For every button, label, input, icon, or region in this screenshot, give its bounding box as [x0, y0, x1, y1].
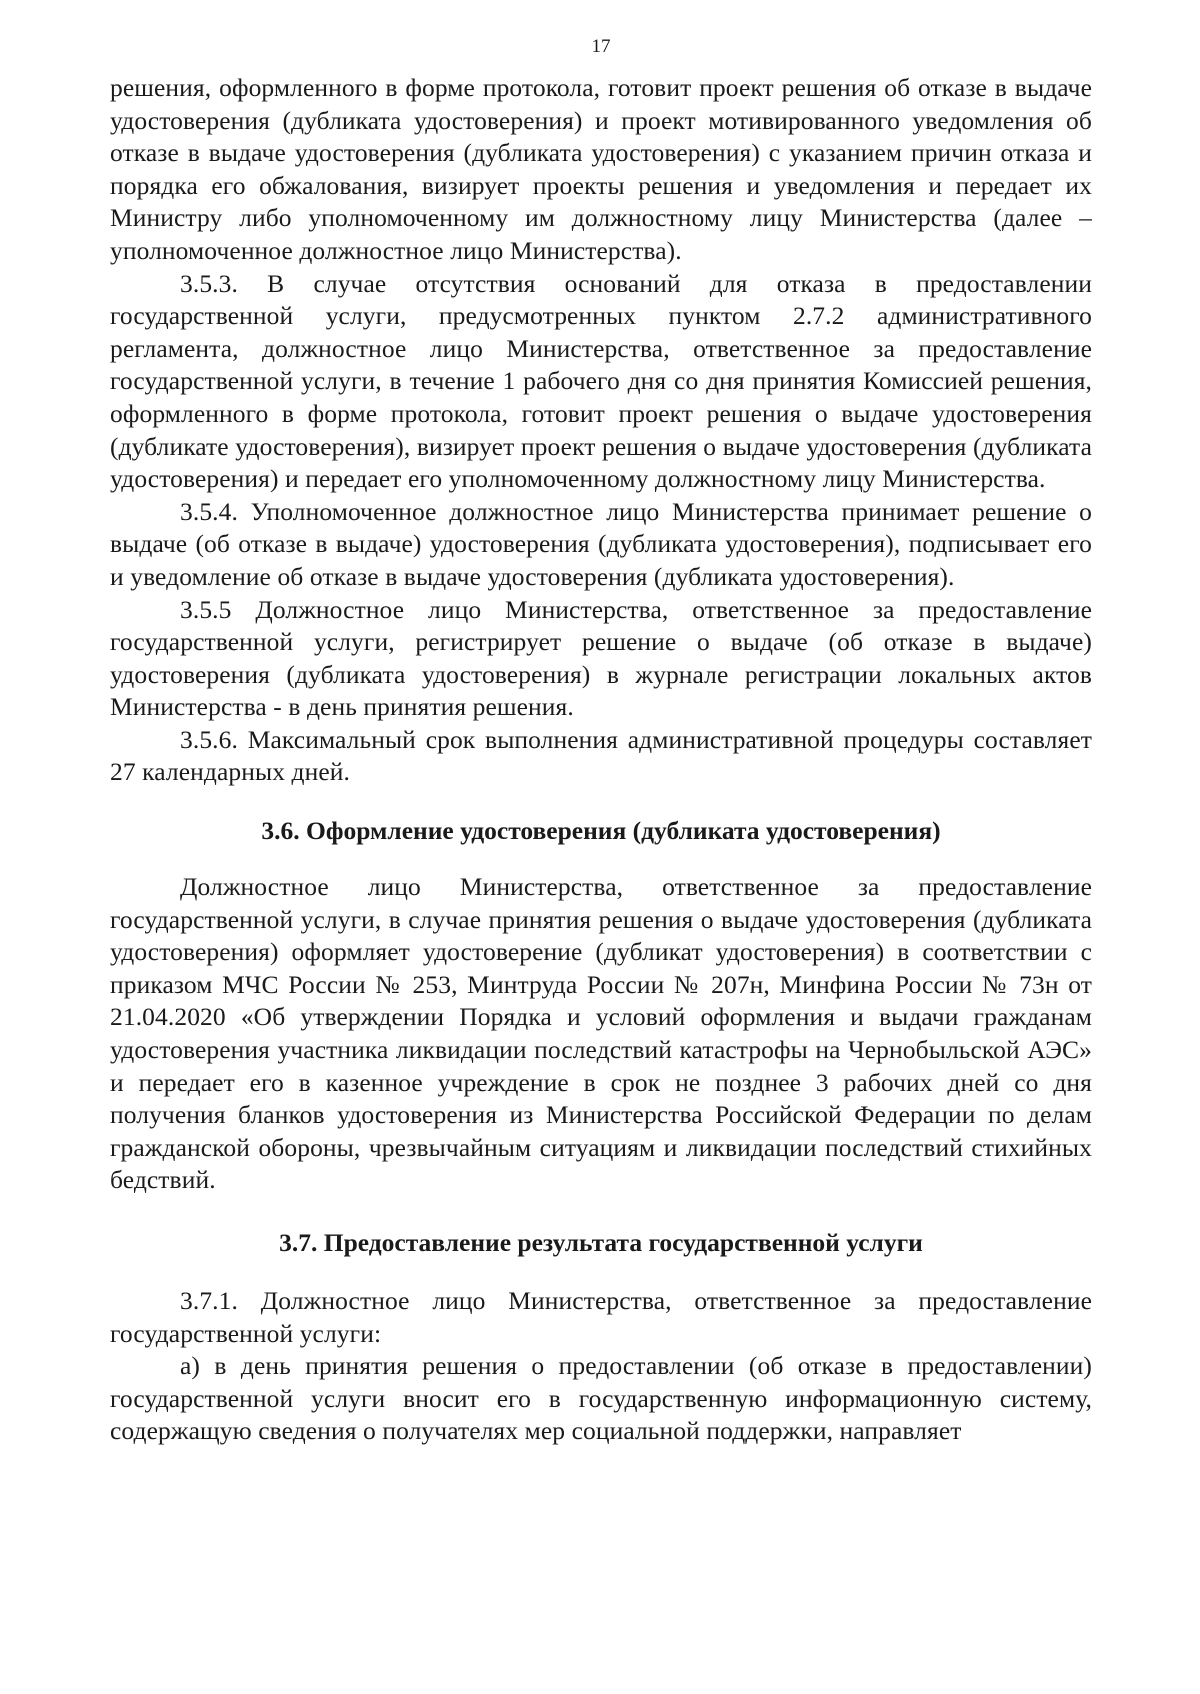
page-number: 17	[591, 36, 611, 57]
paragraph-3-5-5: 3.5.5 Должностное лицо Министерства, ответственное за предоставление государственной услуги, регистрирует решение о выдаче (об отказе в выдаче) удостоверения (дубликата удостоверения) в журнале регистрации локальных актов Министерства - в день принятия решения.	[110, 594, 1092, 722]
paragraph-3-5-4: 3.5.4. Уполномоченное должностное лицо Министерства принимает решение о выдаче (об отказе в выдаче) удостоверения (дубликата удостоверения), подписывает его и уведомление об отказе в выдаче удостоверения (дубликата удостоверения).	[110, 496, 1092, 591]
section-heading-3-6: 3.6. Оформление удостоверения (дубликата удостоверения)	[261, 816, 941, 846]
paragraph-3-5-6: 3.5.6. Максимальный срок выполнения административной процедуры составляет 27 календарных дней.	[110, 724, 1092, 787]
paragraph-continuation: решения, оформленного в форме протокола, готовит проект решения об отказе в выдаче удостоверения (дубликата удостоверения) и проект мотивированного уведомления об отказе в выдаче удостоверения (дубликата удостоверения) с указанием причин отказа и порядка его обжалования, визирует проекты решения и уведомления и передает их Министру либо уполномоченному им должностному лицу Министерства (далее – уполномоченное должностное лицо Министерства).	[110, 73, 1092, 265]
paragraph-3-7-1: 3.7.1. Должностное лицо Министерства, ответственное за предоставление государственной услуги:	[110, 1286, 1092, 1348]
paragraph-3-7-1-a: а) в день принятия решения о предоставлении (об отказе в предоставлении) государственной услуги вносит его в государственную информационную систему, содержащую сведения о получателях мер социальной поддержки, направляет	[110, 1351, 1092, 1446]
paragraph-3-6: Должностное лицо Министерства, ответственное за предоставление государственной услуги, в случае принятия решения о выдаче удостоверения (дубликата удостоверения) оформляет удостоверение (дубликат удостоверения) в соответствии с приказом МЧС России № 253, Минтруда России № 207н, Минфина России № 73н от 21.04.2020 «Об утверждении Порядка и условий оформления и выдачи гражданам удостоверения участника ликвидации последствий катастрофы на Чернобыльской АЭС» и передает его в казенное учреждение в срок не позднее 3 рабочих дней со дня получения бланков удостоверения из Министерства Российской Федерации по делам гражданской обороны, чрезвычайным ситуациям и ликвидации последствий стихийных бедствий.	[110, 872, 1092, 1195]
paragraph-3-5-3: 3.5.3. В случае отсутствия оснований для отказа в предоставлении государственной услуги, предусмотренных пунктом 2.7.2 административного регламента, должностное лицо Министерства, ответственное за предоставление государственной услуги, в течение 1 рабочего дня со дня принятия Комиссией решения, оформленного в форме протокола, готовит проект решения о выдаче удостоверения (дубликате удостоверения), визирует проект решения о выдаче удостоверения (дубликата удостоверения) и передает его уполномоченному должностному лицу Министерства.	[110, 268, 1092, 494]
section-heading-3-7: 3.7. Предоставление результата государственной услуги	[279, 1228, 923, 1257]
